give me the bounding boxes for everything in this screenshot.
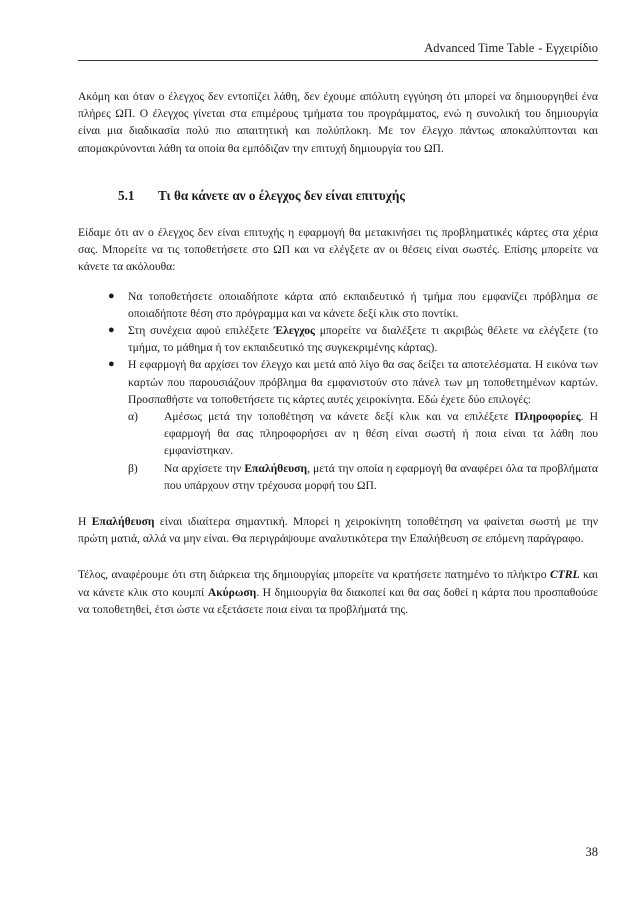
page-number: 38: [585, 845, 598, 859]
intro-paragraph: Ακόμη και όταν ο έλεγχος δεν εντοπίζει λάθη, δεν έχουμε απόλυτη εγγύηση ότι μπορεί να δημιουργηθεί ένα πλήρες ΩΠ. Ο έλεγχος γίνεται στα επιμέρους τμήματα του προγράμματος, ενώ η συνολική του δημιουργία είναι μια διαδικασία πολύ πιο απαιτητική και πολύπλοκη. Με τον έλεγχο πάντως αποκαλύπτονται και απομακρύνονται λάθη τα οποία θα εμπόδιζαν την επιτυχή δημιουργία του ΩΠ.: [78, 90, 598, 155]
cancel-term: Ακύρωση: [207, 585, 257, 599]
list-item: [78, 322, 598, 356]
list-item: [78, 288, 598, 322]
paragraph-text: . Η δημιουργία θα διακοπεί και θα σας δοθεί η κάρτα που προσπαθούσε να τοποθετηθεί, έτσι ώστε να εξετάσετε ποια είναι τα προβλήματά της.: [78, 585, 598, 616]
bullet-icon: ●: [108, 358, 115, 371]
sub-option-text: Αμέσως μετά την τοποθέτηση να κάνετε δεξί κλικ και να επιλέξετε: [164, 410, 515, 424]
list-item-text: μπορείτε να διαλέξετε τι ακριβώς θέλετε να ελέγξετε (το τμήμα, το μάθημα ή τον εκπαιδευτικό της συγκεκριμένης κάρτας).: [128, 324, 598, 355]
page-header: [78, 40, 598, 61]
paragraph-text: είναι ιδιαίτερα σημαντική. Μπορεί η χειροκίνητη τοποθέτηση να φαίνεται σωστή με την πρώτη ματιά, αλλά να μην είναι. Θα περιγράψουμε αναλυτικότερα την Επαλήθευση σε επόμενη παράγραφο.: [78, 515, 598, 546]
info-term: Πληροφορίες: [514, 410, 581, 424]
sub-option-text: , μετά την οποία η εφαρμογή θα αναφέρει όλα τα προβλήματα που υπάρχουν στην τρέχουσα μορφή του ΩΠ.: [164, 461, 598, 492]
paragraph-text: Τέλος, αναφέρουμε ότι στη διάρκεια της δημιουργίας μπορείτε να κρατήσετε πατημένο το πλήκτρο: [78, 568, 550, 582]
header-subtitle: - Εγχειρίδιο: [538, 41, 598, 55]
bullet-icon: ●: [108, 289, 115, 302]
list-item: [78, 356, 598, 494]
page-content: [78, 88, 598, 637]
list-item-text: Η εφαρμογή θα αρχίσει τον έλεγχο και μετά από λίγο θα σας δείξει τα αποτελέσματα. Η εικόνα των καρτών που παρουσιάζουν πρόβλημα θα εμφανιστούν στο πάνελ των μη τοποθετημένων καρτών. Προσπαθήστε να τοποθετήσετε τις κάρτες αυτές χειροκίνητα. Εδώ έχετε δύο επιλογές:: [128, 358, 598, 406]
ctrl-paragraph: [78, 566, 598, 618]
section-heading: [118, 187, 598, 204]
paragraph-text: και να κάνετε κλικ στο κουμπί: [78, 568, 598, 599]
paragraph-text: Η: [78, 515, 92, 529]
verification-term: Επαλήθευση: [91, 515, 155, 529]
list-item-text: Να τοποθετήσετε οποιαδήποτε κάρτα από εκπαιδευτικό ή τμήμα που εμφανίζει πρόβλημα σε οποιαδήποτε θέση στο πρόγραμμα και να κάνετε δεξί κλικ στο ποντίκι.: [128, 289, 598, 320]
verification-term: Επαλήθευση: [244, 461, 308, 475]
section-title: Τι θα κάνετε αν ο έλεγχος δεν είναι επιτυχής: [158, 187, 405, 203]
sub-option-a: [128, 408, 598, 460]
sub-option-text: Να αρχίσετε την: [164, 461, 245, 475]
check-term: Έλεγχος: [273, 324, 315, 338]
sub-option-marker: α): [128, 410, 138, 424]
sub-option-text: . Η εφαρμογή θα σας πληροφορήσει αν η θέση είναι σωστή ή ποια είναι τα λάθη που εμφανίστηκαν.: [164, 410, 599, 458]
verification-paragraph: [78, 513, 598, 547]
list-item-text: Στη συνέχεια αφού επιλέξετε: [128, 324, 274, 338]
bullet-icon: ●: [108, 324, 115, 337]
header-title: Advanced Time Table: [424, 41, 535, 55]
sub-option-marker: β): [128, 461, 138, 475]
section-number: 5.1: [118, 187, 135, 203]
options-list: [78, 288, 598, 494]
ctrl-key-term: CTRL: [549, 568, 580, 582]
sub-option-b: [128, 460, 598, 494]
section-paragraph: Είδαμε ότι αν ο έλεγχος δεν είναι επιτυχής η εφαρμογή θα μετακινήσει τις προβληματικές κάρτες στα χέρια σας. Μπορείτε να τις τοποθετήσετε στο ΩΠ και να ελέγξετε αν οι θέσεις είναι σωστές. Επίσης μπορείτε να κάνετε τα ακόλουθα:: [78, 226, 598, 274]
